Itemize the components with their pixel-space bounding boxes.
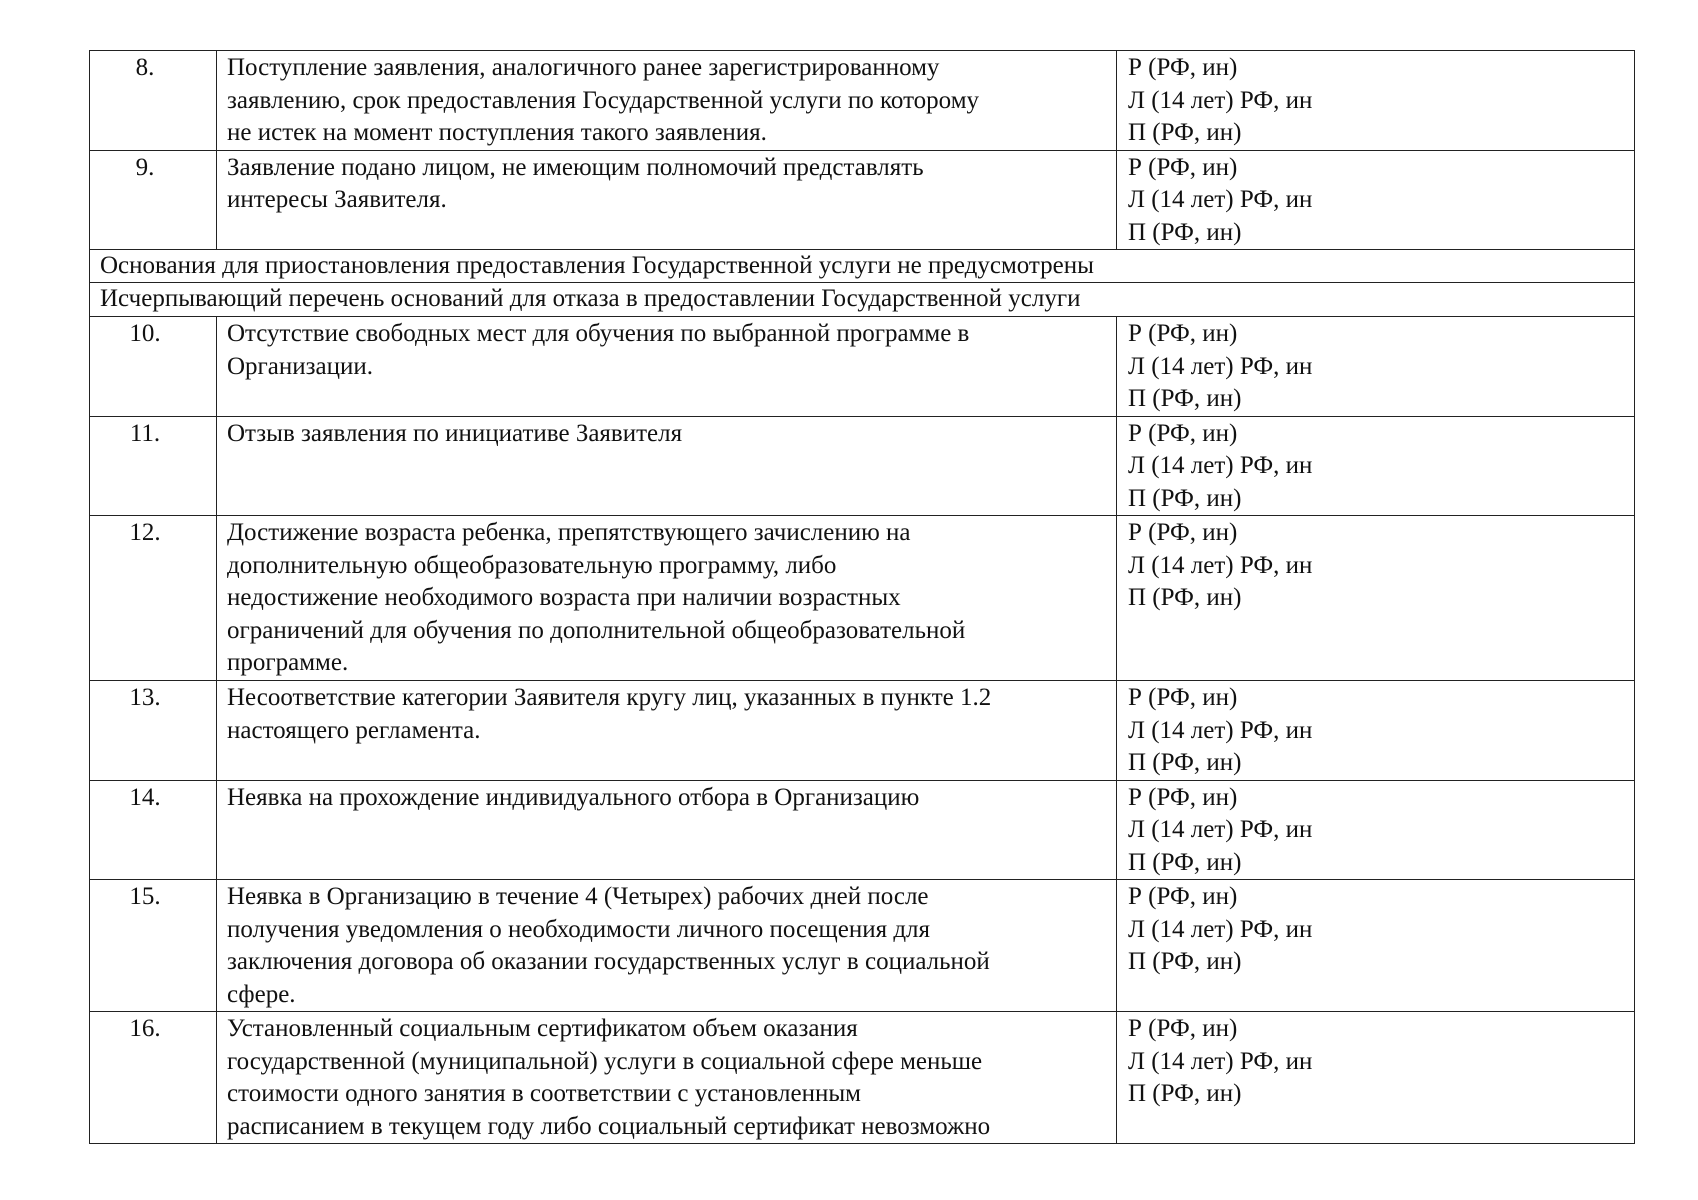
row-applicant-codes: Р (РФ, ин) Л (14 лет) РФ, ин П (РФ, ин) <box>1117 1012 1635 1144</box>
row-number: 9. <box>90 150 217 250</box>
table-row <box>90 317 1635 417</box>
row-text: Несоответствие категории Заявителя кругу лиц, указанных в пункте 1.2 настоящего регламента. <box>217 681 1117 781</box>
table-row <box>90 150 1635 250</box>
row-text: Отзыв заявления по инициативе Заявителя <box>217 416 1117 516</box>
table-row <box>90 880 1635 1012</box>
row-number: 14. <box>90 780 217 880</box>
grounds-table <box>89 50 1635 1144</box>
row-text: Установленный социальным сертификатом объем оказания государственной (муниципальной) услуги в социальной сфере меньше стоимости одного занятия в соответствии с установленным расписанием в текущем году либо социальный сертификат невозможно <box>217 1012 1117 1144</box>
row-applicant-codes: Р (РФ, ин) Л (14 лет) РФ, ин П (РФ, ин) <box>1117 880 1635 1012</box>
row-number: 8. <box>90 51 217 151</box>
section-heading-suspension: Основания для приостановления предоставления Государственной услуги не предусмотрены <box>90 250 1635 283</box>
row-number: 13. <box>90 681 217 781</box>
row-text: Отсутствие свободных мест для обучения по выбранной программе в Организации. <box>217 317 1117 417</box>
section-heading-refusal: Исчерпывающий перечень оснований для отказа в предоставлении Государственной услуги <box>90 283 1635 317</box>
row-number: 16. <box>90 1012 217 1144</box>
section-row <box>90 283 1635 317</box>
row-number: 11. <box>90 416 217 516</box>
row-applicant-codes: Р (РФ, ин) Л (14 лет) РФ, ин П (РФ, ин) <box>1117 150 1635 250</box>
table-row <box>90 1012 1635 1144</box>
table-row <box>90 780 1635 880</box>
row-applicant-codes: Р (РФ, ин) Л (14 лет) РФ, ин П (РФ, ин) <box>1117 317 1635 417</box>
table-row <box>90 51 1635 151</box>
row-applicant-codes: Р (РФ, ин) Л (14 лет) РФ, ин П (РФ, ин) <box>1117 780 1635 880</box>
section-row <box>90 250 1635 283</box>
table-row <box>90 516 1635 681</box>
row-applicant-codes: Р (РФ, ин) Л (14 лет) РФ, ин П (РФ, ин) <box>1117 51 1635 151</box>
row-number: 10. <box>90 317 217 417</box>
row-text: Заявление подано лицом, не имеющим полномочий представлять интересы Заявителя. <box>217 150 1117 250</box>
row-applicant-codes: Р (РФ, ин) Л (14 лет) РФ, ин П (РФ, ин) <box>1117 681 1635 781</box>
row-text: Неявка на прохождение индивидуального отбора в Организацию <box>217 780 1117 880</box>
row-applicant-codes: Р (РФ, ин) Л (14 лет) РФ, ин П (РФ, ин) <box>1117 416 1635 516</box>
table-row <box>90 416 1635 516</box>
row-applicant-codes: Р (РФ, ин) Л (14 лет) РФ, ин П (РФ, ин) <box>1117 516 1635 681</box>
row-text: Достижение возраста ребенка, препятствующего зачислению на дополнительную общеобразовательную программу, либо недостижение необходимого возраста при наличии возрастных ограничений для обучения по дополнительной общеобразовательной программе. <box>217 516 1117 681</box>
row-text: Неявка в Организацию в течение 4 (Четырех) рабочих дней после получения уведомления о необходимости личного посещения для заключения договора об оказании государственных услуг в социальной сфере. <box>217 880 1117 1012</box>
row-number: 12. <box>90 516 217 681</box>
table-row <box>90 681 1635 781</box>
row-number: 15. <box>90 880 217 1012</box>
row-text: Поступление заявления, аналогичного ранее зарегистрированному заявлению, срок предоставления Государственной услуги по которому не истек на момент поступления такого заявления. <box>217 51 1117 151</box>
